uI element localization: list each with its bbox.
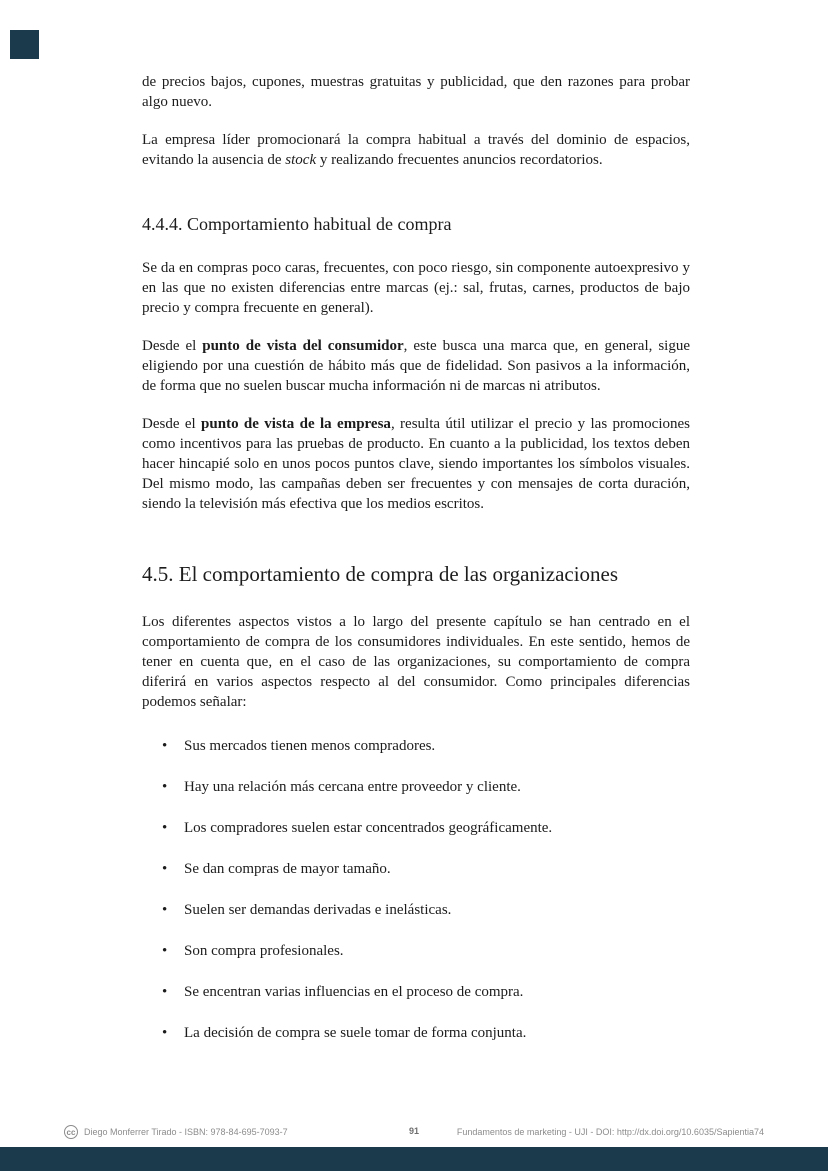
- list-item: [162, 736, 690, 756]
- list-item: [162, 777, 690, 797]
- paragraph-text: La empresa líder promocionará la compra habitual a través del dominio de espacios, evitando la ausencia de: [142, 132, 690, 168]
- paragraph-text: Desde el: [142, 416, 202, 432]
- paragraph-text: Desde el: [142, 338, 203, 354]
- footer-author-isbn: Diego Monferrer Tirado - ISBN: 978-84-695-7093-7: [84, 1127, 288, 1137]
- page-number: 91: [408, 1126, 420, 1136]
- list-item-text: Se encentran varias influencias en el proceso de compra.: [184, 984, 524, 1000]
- list-item-text: La decisión de compra se suele tomar de forma conjunta.: [184, 1025, 527, 1041]
- paragraph: [142, 336, 690, 396]
- bullet-icon: •: [162, 820, 168, 836]
- paragraph-text: Se da en compras poco caras, frecuentes, con poco riesgo, sin componente autoexpresivo y en las que no existen diferencias entre marcas (ej.: sal, frutas, carnes, productos de bajo precio y compra frecuente en general).: [142, 260, 690, 316]
- bullet-icon: •: [162, 1025, 168, 1041]
- bullet-icon: •: [162, 779, 168, 795]
- creative-commons-icon: cc: [64, 1125, 78, 1139]
- list-item-text: Son compra profesionales.: [184, 943, 344, 959]
- list-item-text: Los compradores suelen estar concentrados geográficamente.: [184, 820, 553, 836]
- bullet-icon: •: [162, 902, 168, 918]
- paragraph: [142, 72, 690, 112]
- subsection-heading: 4.4.4. Comportamiento habitual de compra: [142, 214, 452, 234]
- bold-text: punto de vista del consumidor: [202, 338, 404, 354]
- list-item: [162, 900, 690, 920]
- paragraph-text: y realizando frecuentes anuncios recordatorios.: [316, 152, 603, 168]
- list-item-text: Suelen ser demandas derivadas e inelásticas.: [184, 902, 452, 918]
- list-item-text: Hay una relación más cercana entre proveedor y cliente.: [184, 779, 521, 795]
- list-item: [162, 818, 690, 838]
- page-content: [142, 72, 690, 1064]
- bullet-icon: •: [162, 738, 168, 754]
- list-item-text: Se dan compras de mayor tamaño.: [184, 861, 391, 877]
- paragraph-text: , este busca una marca que, en general, sigue eligiendo por una cuestión de hábito más que de fidelidad. Son pasivos a la información, de forma que no suelen buscar mucha información ni de marcas ni atributos.: [142, 338, 690, 394]
- paragraph: [142, 612, 690, 712]
- bullet-icon: •: [162, 984, 168, 1000]
- section-heading: 4.5. El comportamiento de compra de las organizaciones: [142, 562, 619, 586]
- list-item: [162, 941, 690, 961]
- corner-marker: [10, 30, 39, 59]
- page-footer: [64, 1125, 764, 1141]
- bullet-icon: •: [162, 943, 168, 959]
- paragraph-text: , resulta útil utilizar el precio y las promociones como incentivos para las pruebas de producto. En cuanto a la publicidad, los textos deben hacer hincapié solo en unos pocos puntos clave, siendo importantes los símbolos visuales. Del mismo modo, las campañas deben ser frecuentes y con mensajes de corta duración, siendo la televisión más efectiva que los medios escritos.: [142, 416, 691, 512]
- paragraph-text: de precios bajos, cupones, muestras gratuitas y publicidad, que den razones para probar algo nuevo.: [142, 74, 690, 110]
- italic-text: stock: [285, 152, 317, 168]
- list-item: [162, 982, 690, 1002]
- paragraph: [142, 414, 690, 514]
- footer-left: [64, 1125, 288, 1139]
- footer-doi: Fundamentos de marketing - UJI - DOI: http://dx.doi.org/10.6035/Sapientia74: [456, 1127, 764, 1137]
- paragraph: [142, 258, 690, 318]
- footer-bar: [0, 1147, 828, 1171]
- list-item-text: Sus mercados tienen menos compradores.: [184, 738, 436, 754]
- list-item: [162, 859, 690, 879]
- bullet-icon: •: [162, 861, 168, 877]
- paragraph: [142, 130, 690, 170]
- bold-text: punto de vista de la empresa: [201, 416, 391, 432]
- paragraph-text: Los diferentes aspectos vistos a lo largo del presente capítulo se han centrado en el comportamiento de compra de los consumidores individuales. En este sentido, hemos de tener en cuenta que, en el caso de las organizaciones, su comportamiento de compra diferirá en varios aspectos respecto al del consumidor. Como principales diferencias podemos señalar:: [142, 614, 690, 710]
- list-item: [162, 1023, 690, 1043]
- bullet-list: [142, 736, 690, 1043]
